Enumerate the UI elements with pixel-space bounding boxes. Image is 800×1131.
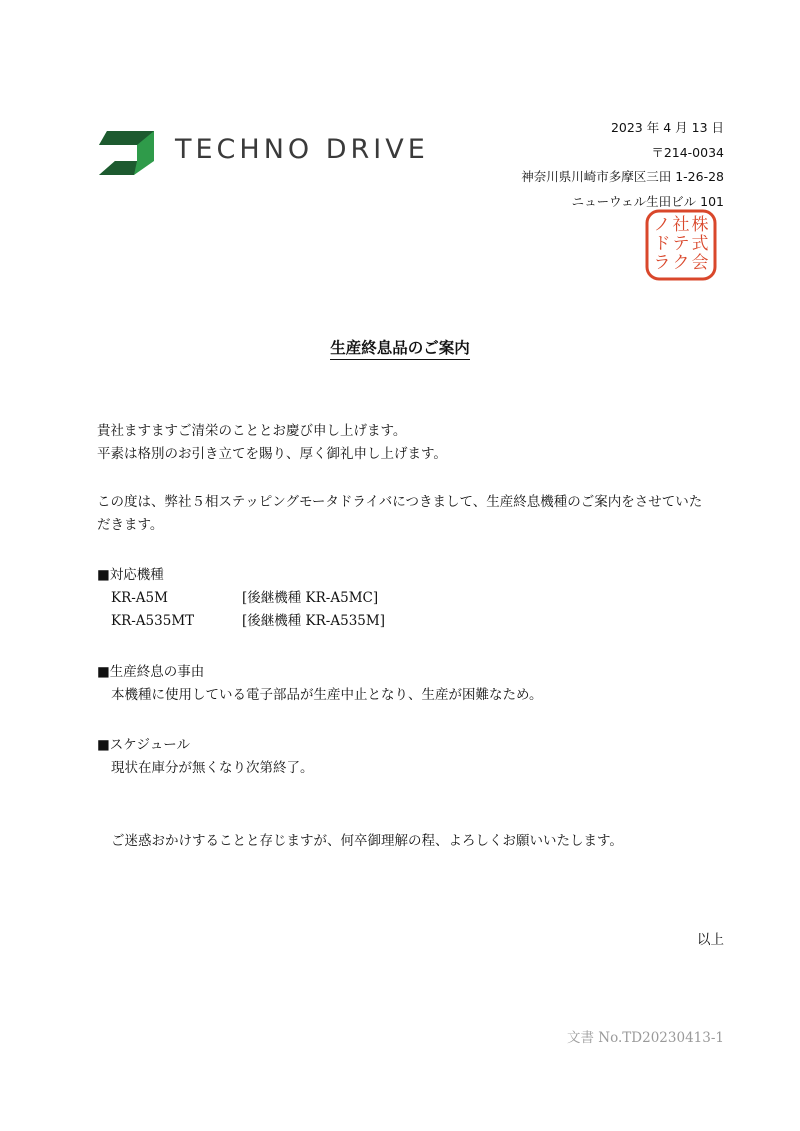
reason-text: 本機種に使用している電子部品が生産中止となり、生産が困難なため。 — [111, 687, 543, 703]
svg-text:株: 株 — [691, 215, 709, 235]
svg-text:テ: テ — [672, 234, 690, 254]
successor-model: [後継機種 KR-A535M] — [242, 613, 385, 629]
greeting-line: 貴社ますますご清栄のこととお慶び申し上げます。 — [97, 423, 407, 439]
reason-heading: ■生産終息の事由 — [97, 664, 205, 680]
address-line-2: ニューウェル生田ビル 101 — [571, 193, 724, 209]
issue-date: 2023 年 4 月 13 日 — [610, 120, 724, 135]
apology-text: ご迷惑おかけすることと存じますが、何卒御理解の程、よろしくお願いいたします。 — [111, 833, 623, 849]
reason-section — [97, 661, 727, 707]
sender-block — [521, 116, 724, 214]
intro-line: だきます。 — [97, 517, 164, 533]
address-line-1: 神奈川県川崎市多摩区三田 1-26-28 — [521, 169, 724, 184]
schedule-heading: ■スケジュール — [97, 737, 190, 753]
model-row — [97, 610, 727, 633]
company-seal — [644, 208, 718, 282]
svg-text:ド: ド — [653, 234, 671, 254]
greeting-line: 平素は格別のお引き立てを賜り、厚く御礼申し上げます。 — [97, 446, 447, 462]
svg-text:ク: ク — [672, 253, 690, 273]
successor-model: [後継機種 KR-A5MC] — [242, 590, 379, 606]
model-name: KR-A535MT — [111, 613, 195, 629]
svg-text:会: 会 — [691, 253, 709, 273]
apology-paragraph — [97, 830, 727, 853]
models-section — [97, 564, 727, 633]
intro-paragraph — [97, 491, 727, 537]
models-heading: ■対応機種 — [97, 567, 164, 583]
svg-text:式: 式 — [691, 234, 709, 254]
closing-text: 以上 — [697, 932, 724, 948]
schedule-text: 現状在庫分が無くなり次第終了。 — [111, 760, 314, 776]
document-number: 文書 No.TD20230413-1 — [567, 1030, 724, 1046]
postal-code: 〒214-0034 — [651, 144, 724, 160]
model-row — [97, 587, 727, 610]
svg-text:ノ: ノ — [653, 215, 671, 235]
company-logo — [97, 128, 457, 178]
model-name: KR-A5M — [111, 590, 168, 606]
page-title — [0, 336, 800, 358]
logo-mark-icon — [97, 128, 159, 178]
greeting — [97, 420, 727, 466]
page-title-text: 生産終息品のご案内 — [330, 339, 470, 360]
svg-text:ラ: ラ — [653, 253, 671, 273]
svg-text:社: 社 — [672, 215, 690, 235]
intro-line: この度は、弊社５相ステッピングモータドライバにつきまして、生産終息機種のご案内をさせていた — [97, 494, 703, 510]
logo-text: TECHNO DRIVE — [175, 134, 429, 165]
schedule-section — [97, 734, 727, 780]
